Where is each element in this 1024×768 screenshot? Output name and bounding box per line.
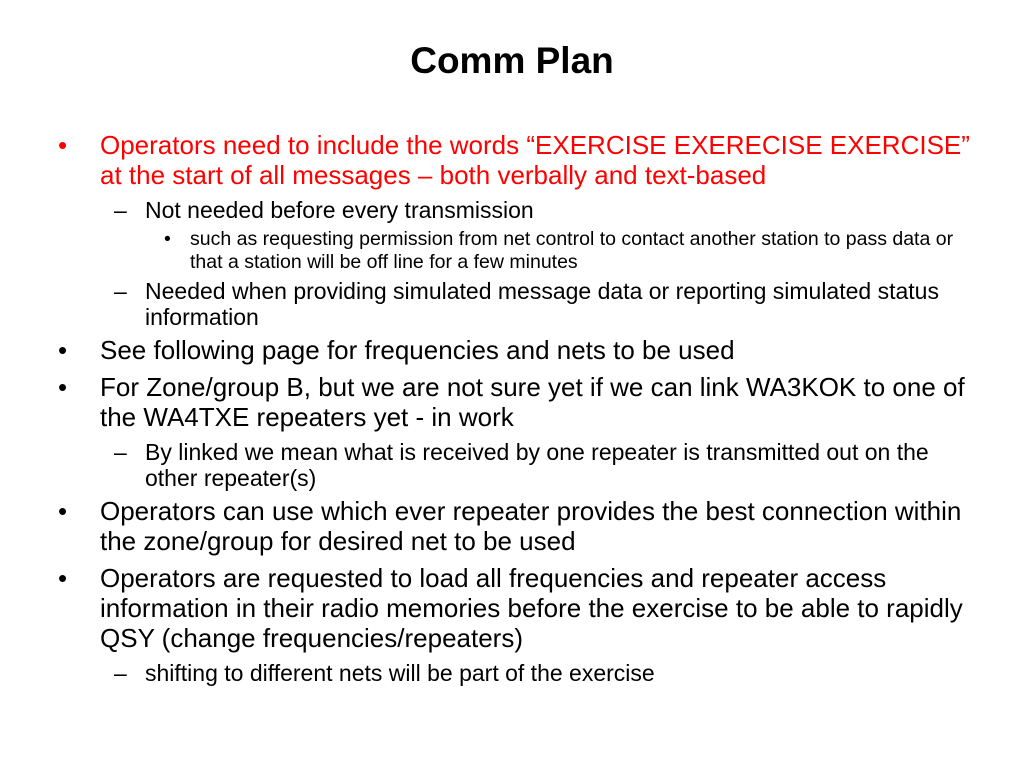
dash-marker: –: [114, 278, 127, 304]
subitem-needed-when: [100, 278, 970, 330]
slide-body: [58, 130, 970, 691]
bullet-marker: •: [58, 372, 68, 402]
subitem-text: Not needed before every transmission: [145, 197, 534, 223]
subitem-text: Needed when providing simulated message data or reporting simulated status information: [145, 278, 939, 330]
bullet-item-load-frequencies: [58, 563, 970, 653]
subitem-text: shifting to different nets will be part of the exercise: [145, 660, 655, 686]
slide-title: Comm Plan: [410, 40, 614, 81]
dash-marker: –: [114, 197, 127, 223]
bullet-text: For Zone/group B, but we are not sure yet if we can link WA3KOK to one of the WA4TXE repeaters yet - in work: [100, 372, 965, 432]
bullet-item-see-following: [58, 335, 970, 365]
bullet-item-exercise-words: [58, 130, 970, 190]
bullet-marker: •: [164, 228, 171, 250]
subsubitem-examples: [145, 228, 970, 274]
bullet-marker: •: [58, 563, 68, 593]
subitem-linked-meaning: [100, 439, 970, 491]
bullet-marker: •: [58, 335, 68, 365]
bullet-text: See following page for frequencies and nets to be used: [100, 335, 735, 365]
bullet-item-best-repeater: [58, 496, 970, 556]
subitem-not-needed: [100, 197, 970, 223]
subsubitem-text: such as requesting permission from net control to contact another station to pass data or that a station will be off line for a few minutes: [190, 228, 954, 273]
subitem-shifting-nets: [100, 660, 970, 686]
subitem-text: By linked we mean what is received by one repeater is transmitted out on the other repeater(s): [145, 439, 929, 491]
bullet-text: Operators need to include the words “EXERCISE EXERECISE EXERCISE” at the start of all messages – both verbally and text-based: [100, 130, 970, 190]
bullet-marker: •: [58, 496, 68, 526]
dash-marker: –: [114, 439, 127, 465]
bullet-text: Operators are requested to load all frequencies and repeater access information in their radio memories before the exercise to be able to rapidly QSY (change frequencies/repeaters): [100, 563, 963, 653]
bullet-marker: •: [58, 130, 68, 160]
dash-marker: –: [114, 660, 127, 686]
bullet-text: Operators can use which ever repeater provides the best connection within the zone/group for desired net to be used: [100, 496, 962, 556]
bullet-item-zone-group-b: [58, 372, 970, 432]
